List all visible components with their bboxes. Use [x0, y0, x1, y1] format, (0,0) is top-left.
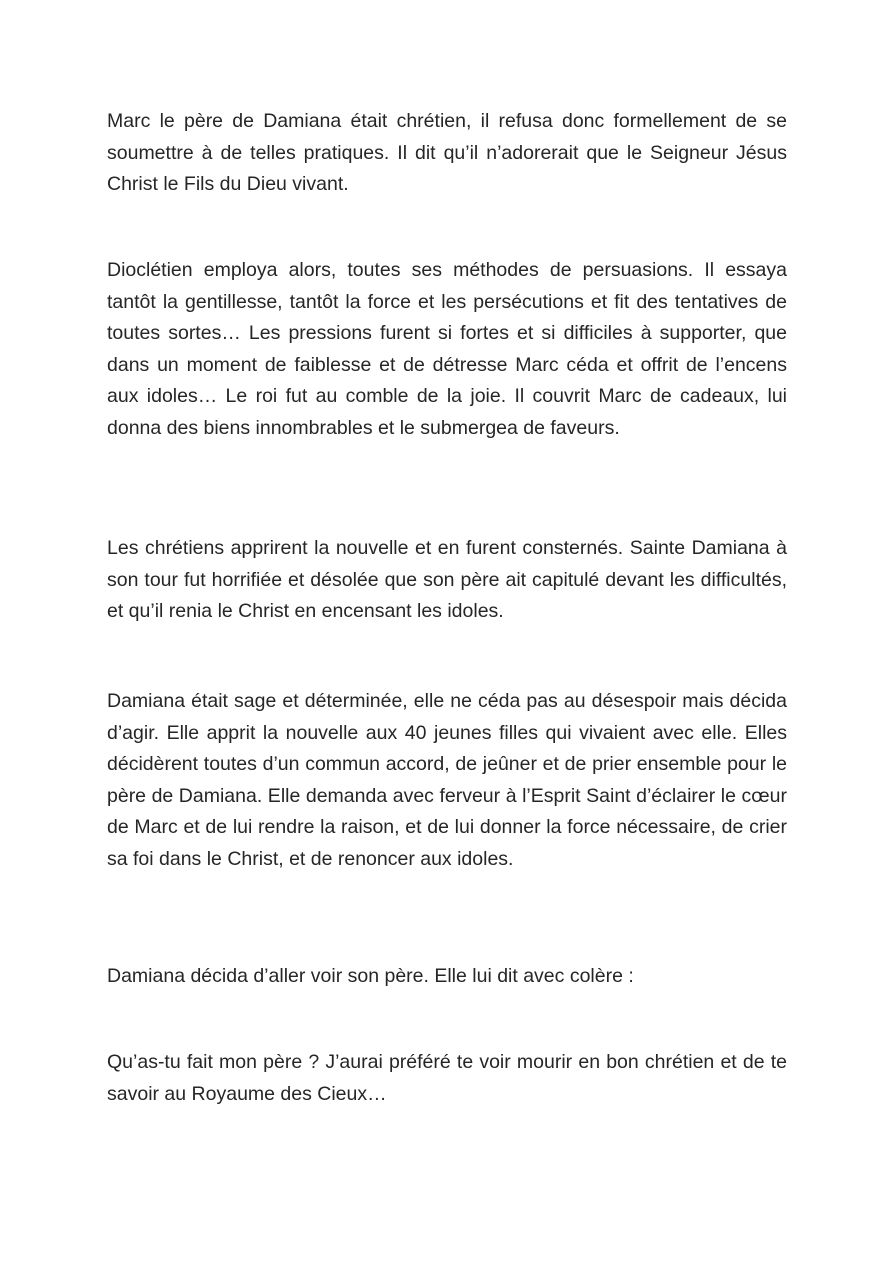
paragraph-damiana-speech: Qu’as-tu fait mon père ? J’aurai préféré te voir mourir en bon chrétien et de te savoir au Royaume des Cieux… [107, 1051, 787, 1105]
paragraph-christians-dismay: Les chrétiens apprirent la nouvelle et en furent consternés. Sainte Damiana à son tour fut horrifiée et désolée que son père ait capitulé devant les difficultés, et qu’il renia le Christ en encensant les idoles. [107, 537, 787, 622]
paragraph-marc-refusal: Marc le père de Damiana était chrétien, il refusa donc formellement de se soumettre à de telles pratiques. Il dit qu’il n’adorerait que le Seigneur Jésus Christ le Fils du Dieu vivant. [107, 110, 787, 195]
paragraph-diocletian-persuasion: Dioclétien employa alors, toutes ses méthodes de persuasions. Il essaya tantôt la gentillesse, tantôt la force et les persécutions et fit des tentatives de toutes sortes… Les pressions furent si fortes et si difficiles à supporter, que dans un moment de faiblesse et de détresse Marc céda et offrit de l’encens aux idoles… Le roi fut au comble de la joie. Il couvrit Marc de cadeaux, lui donna des biens innombrables et le submergea de faveurs. [107, 259, 787, 439]
paragraph-damiana-prayer: Damiana était sage et déterminée, elle ne céda pas au désespoir mais décida d’agir. Elle apprit la nouvelle aux 40 jeunes filles qui vivaient avec elle. Elles décidèrent toutes d’un commun accord, de jeûner et de prier ensemble pour le père de Damiana. Elle demanda avec ferveur à l’Esprit Saint d’éclairer le cœur de Marc et de lui rendre la raison, et de lui donner la force nécessaire, de crier sa foi dans le Christ, et de renoncer aux idoles. [107, 690, 787, 870]
paragraph-damiana-visit: Damiana décida d’aller voir son père. Elle lui dit avec colère : [107, 965, 634, 987]
